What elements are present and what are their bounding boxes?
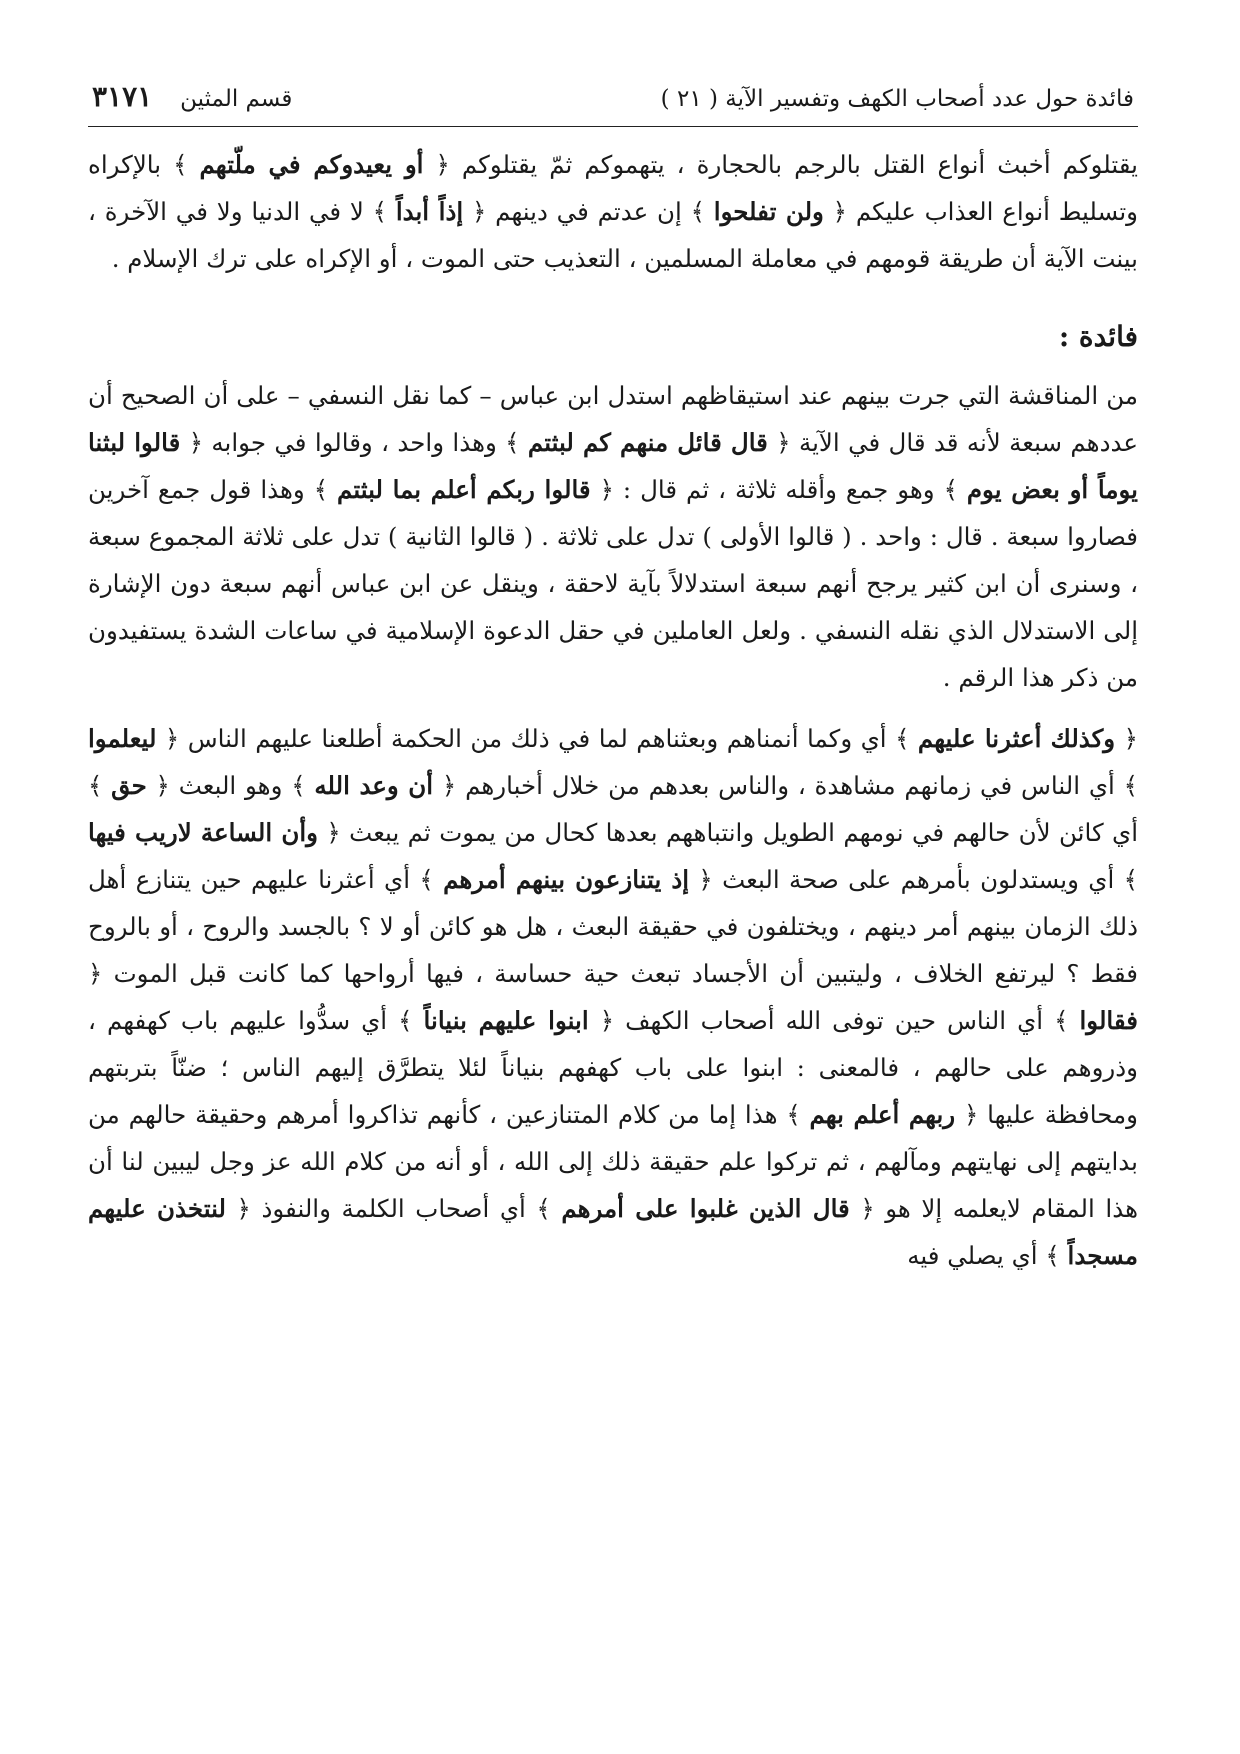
section-heading: فائدة : — [1058, 320, 1138, 353]
text-segment: ﴾ هذا إما من كلام المتنازعين ، كأنهم تذاكروا أمرهم وحقيقة حالهم من بدايتهم إلى نهايتهم ومآلهم ، ثم تركوا علم حقيقة ذلك إلى الله ، أو أنه من كلام الله عز وجل ليبين لنا أن هذا المقام لايعلمه إلا هو — [88, 1100, 1138, 1223]
text-segment: ﴿ — [146, 771, 170, 800]
text-segment: ﴿ — [1115, 724, 1138, 753]
quran-quote: وكذلك أعثرنا عليهم — [917, 724, 1116, 753]
quran-quote: حق — [111, 771, 147, 800]
quran-quote: أن وعد الله — [314, 771, 434, 800]
text-segment: ﴿ — [317, 818, 341, 847]
quran-quote: ابنوا عليهم بنياناً — [423, 1006, 589, 1035]
quran-quote: قالوا لبثنا يوماً أو بعض يوم — [88, 428, 1138, 504]
section-name: قسم المثين — [180, 86, 293, 112]
quran-quote: ليعلموا — [88, 724, 157, 753]
text-segment: ﴾ أي ويستدلون بأمرهم على صحة البعث — [712, 865, 1138, 894]
text-segment: ﴿ — [590, 475, 614, 504]
text-segment: ﴾ وهو جمع وأقله ثلاثة ، ثم قال : — [613, 475, 967, 504]
text-segment: ﴿ — [180, 428, 204, 457]
text-segment: ﴿ — [156, 724, 180, 753]
text-segment: يقتلوكم أخبث أنواع القتل بالرجم بالحجارة ، يتهموكم ثمّ يقتلوكم — [449, 150, 1138, 179]
text-segment: ﴾ وهذا قول جمع آخرين فصاروا سبعة . قال : واحد . ( قالوا الأولى ) تدل على ثلاثة . ( قالوا الثانية ) تدل على ثلاثة المجموع سبعة ، وسنرى أن ابن كثير يرجح أنهم سبعة استدلالاً بآية لاحقة ، وينقل عن ابن عباس أنهم سبعة دون الإشارة إلى الاستدلال الذي نقله النسفي . ولعل العاملين في حقل الدعوة الإسلامية في ساعات الشدة يستفيدون من ذكر هذا الرقم . — [88, 475, 1138, 692]
page-header — [88, 80, 1138, 127]
text-segment: ﴿ — [588, 1006, 615, 1035]
quran-quote: وأن الساعة لاريب فيها — [88, 818, 318, 847]
text-segment: ﴿ — [88, 959, 103, 988]
text-segment: ﴿ — [463, 197, 487, 226]
text-segment: ﴿ — [849, 1194, 875, 1223]
text-segment: ﴾ وهذا واحد ، وقالوا في جوابه — [203, 428, 528, 457]
quran-quote: لنتخذن عليهم مسجداً — [88, 1194, 1138, 1270]
text-segment: ﴿ — [767, 428, 791, 457]
text-segment: ﴾ أي أصحاب الكلمة والنفوذ — [250, 1194, 562, 1223]
text-segment: ﴾ أي الناس حين توفى الله أصحاب الكهف — [614, 1006, 1080, 1035]
quran-quote: أو يعيدوكم في ملّتهم — [199, 150, 424, 179]
book-page — [88, 80, 1138, 1279]
paragraph-1 — [88, 141, 1138, 282]
text-segment: من المناقشة التي جرت بينهم عند استيقاظهم استدل ابن عباس – كما نقل النسفي – على أن الصحيح أن عددهم سبعة لأنه قد قال في الآية — [88, 381, 1138, 457]
text-segment: ﴿ — [423, 150, 450, 179]
header-left-group — [92, 80, 292, 113]
text-segment: ﴾ إن عدتم في دينهم — [486, 197, 714, 226]
text-segment: ﴿ — [225, 1194, 251, 1223]
quran-quote: ولن تفلحوا — [713, 197, 824, 226]
paragraph-3 — [88, 715, 1138, 1279]
page-number: ٣١٧١ — [92, 80, 153, 113]
running-title: فائدة حول عدد أصحاب الكهف وتفسير الآية ( ٢١ ) — [660, 86, 1134, 112]
paragraph-2 — [88, 372, 1138, 701]
text-segment: ﴿ — [823, 197, 848, 226]
text-segment: ﴾ أي أعثرنا عليهم حين يتنازع أهل ذلك الزمان بينهم أمر دينهم ، ويختلفون في حقيقة البعث ، هل هو كائن أو لا ؟ بالجسد والروح ، أو بالروح فقط ؟ ليرتفع الخلاف ، وليتبين أن الأجساد تبعث حية حساسة ، فيها أرواحها كما كانت قبل الموت — [88, 865, 1138, 988]
text-segment: ﴾ بالإكراه وتسليط أنواع العذاب عليكم — [88, 150, 1139, 226]
quran-quote: ربهم أعلم بهم — [809, 1100, 956, 1129]
text-segment: ﴾ وهو البعث — [169, 771, 315, 800]
text-segment: ﴾ أي الناس في زمانهم مشاهدة ، والناس بعدهم من خلال أخبارهم — [456, 771, 1138, 800]
text-segment: ﴿ — [689, 865, 713, 894]
quran-quote: إذ يتنازعون بينهم أمرهم — [443, 865, 690, 894]
text-segment: ﴿ — [955, 1100, 979, 1129]
text-segment: ﴾ أي سدُّوا عليهم باب كهفهم ، وذروهم على حالهم ، فالمعنى : ابنوا على باب كهفهم بنياناً لئلا يتطرَّق إليهم الناس ؛ ضنّاً بتربتهم ومحافظة عليها — [88, 1006, 1138, 1129]
quran-quote: إذاً أبداً — [395, 197, 464, 226]
quran-quote: قال الذين غلبوا على أمرهم — [561, 1194, 850, 1223]
quran-quote: قالوا ربكم أعلم بما لبثتم — [337, 475, 591, 504]
text-segment: ﴾ لا في الدنيا ولا في الآخرة ، بينت الآية أن طريقة قومهم في معاملة المسلمين ، التعذيب حتى الموت ، أو الإكراه على ترك الإسلام . — [88, 197, 1138, 273]
text-segment: ﴾ أي وكما أنمناهم وبعثناهم لما في ذلك من الحكمة أطلعنا عليهم الناس — [179, 724, 918, 753]
text-segment: ﴿ — [433, 771, 457, 800]
text-segment: ﴾ أي كائن لأن حالهم في نومهم الطويل وانتباههم بعدها كحال من يموت ثم يبعث — [88, 771, 1139, 847]
quran-quote: فقالوا — [1079, 1006, 1138, 1035]
text-segment: ﴾ أي يصلي فيه — [907, 1241, 1068, 1270]
quran-quote: قال قائل منهم كم لبثتم — [527, 428, 768, 457]
